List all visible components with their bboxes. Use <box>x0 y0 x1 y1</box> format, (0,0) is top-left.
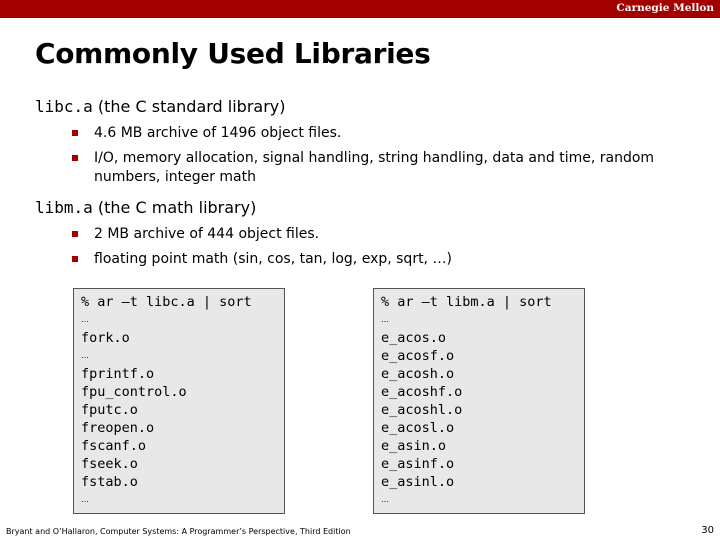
code-line: e_asinf.o <box>381 456 455 472</box>
libc-heading <box>35 97 286 116</box>
code-line: e_acosh.o <box>381 366 455 382</box>
libc-listing-box <box>73 288 285 514</box>
bullet-square-icon <box>72 130 78 136</box>
libm-name: libm.a <box>35 198 93 217</box>
slide-title: Commonly Used Libraries <box>35 37 431 70</box>
libc-desc: (the C standard library) <box>97 97 286 116</box>
code-line: freopen.o <box>81 420 155 436</box>
top-bar <box>0 0 720 18</box>
code-line: … <box>81 495 89 504</box>
libm-heading <box>35 198 256 217</box>
libc-name: libc.a <box>35 97 93 116</box>
libm-bullets <box>72 225 692 275</box>
code-line: e_acosf.o <box>381 348 455 364</box>
code-line: fpu_control.o <box>81 384 187 400</box>
footer-credit: Bryant and O’Hallaron, Computer Systems: A Programmer’s Perspective, Third Edition <box>6 527 351 536</box>
bullet-square-icon <box>72 256 78 262</box>
code-line: e_acosl.o <box>381 420 455 436</box>
code-line: e_asin.o <box>381 438 447 454</box>
code-line: fstab.o <box>81 474 138 490</box>
code-line: … <box>81 351 89 360</box>
code-line: fseek.o <box>81 456 138 472</box>
list-item: 2 MB archive of 444 object files. <box>72 225 692 244</box>
list-item: 4.6 MB archive of 1496 object files. <box>72 124 692 143</box>
code-line: … <box>81 315 89 324</box>
code-line: … <box>381 495 389 504</box>
code-line: … <box>381 315 389 324</box>
list-item: I/O, memory allocation, signal handling, string handling, data and time, random numbers, integer math <box>72 149 692 187</box>
page-number: 30 <box>701 525 714 536</box>
bullet-square-icon <box>72 155 78 161</box>
libm-listing-box <box>373 288 585 514</box>
code-line: fputc.o <box>81 402 138 418</box>
libm-desc: (the C math library) <box>97 198 257 217</box>
code-line: e_asinl.o <box>381 474 455 490</box>
code-line: fprintf.o <box>81 366 155 382</box>
bullet-square-icon <box>72 231 78 237</box>
libc-bullets <box>72 124 692 193</box>
code-line: fscanf.o <box>81 438 147 454</box>
code-line: % ar –t libm.a | sort <box>381 294 552 310</box>
code-line: fork.o <box>81 330 130 346</box>
code-line: % ar –t libc.a | sort <box>81 294 252 310</box>
code-line: e_acoshl.o <box>381 402 463 418</box>
code-line: e_acoshf.o <box>381 384 463 400</box>
code-line: e_acos.o <box>381 330 447 346</box>
list-item: floating point math (sin, cos, tan, log, exp, sqrt, …) <box>72 250 692 269</box>
brand-label: Carnegie Mellon <box>616 2 714 14</box>
